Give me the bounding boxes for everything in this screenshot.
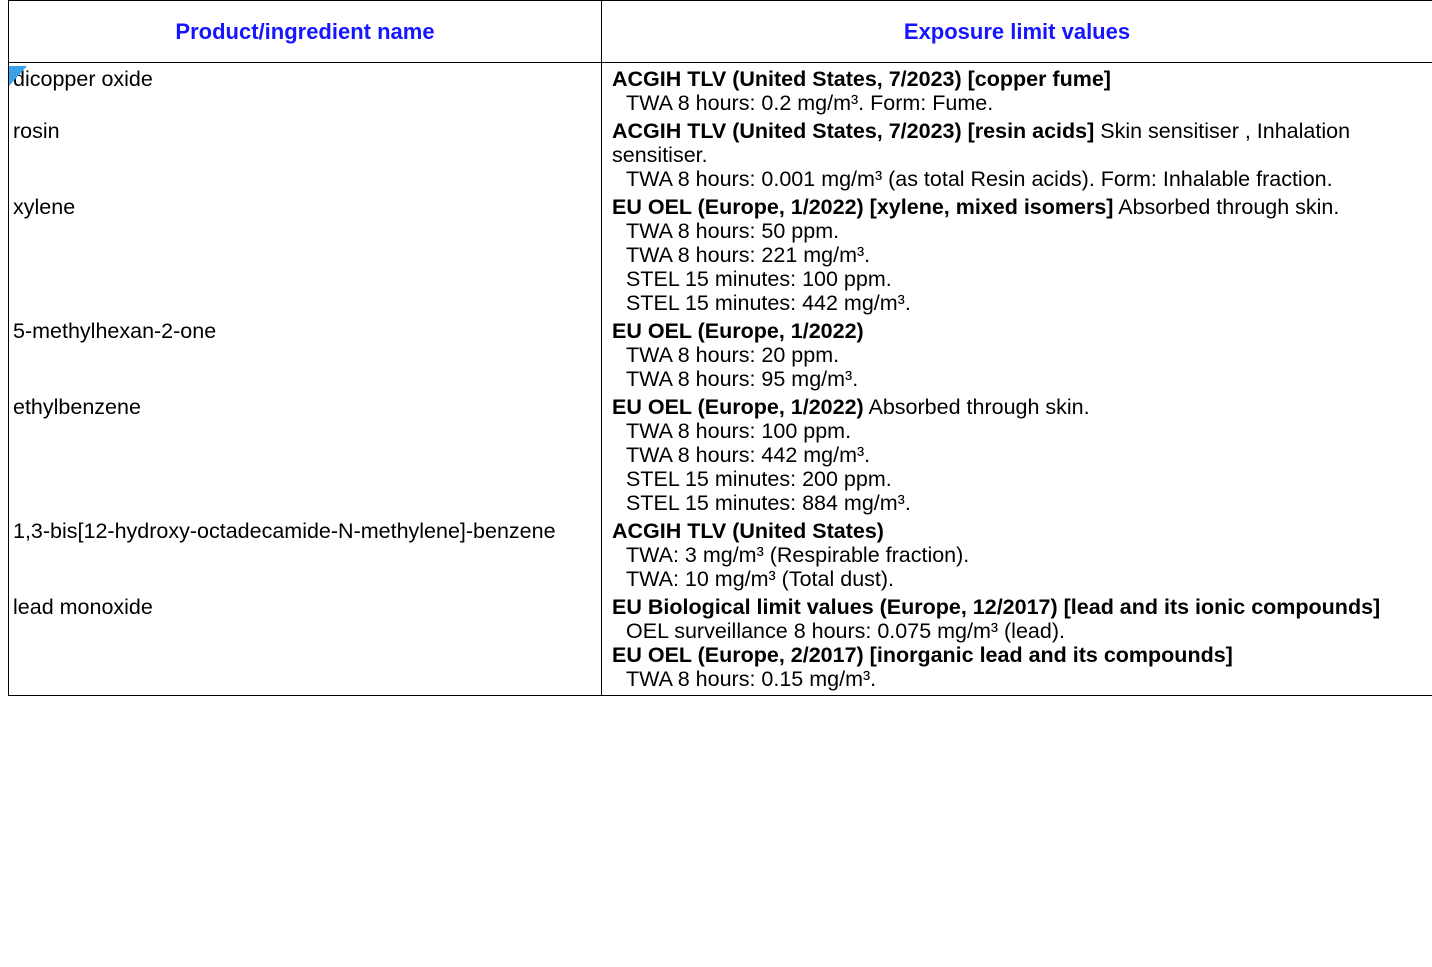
ingredient-name: 5-methylhexan-2-one: [13, 319, 217, 343]
limit-value: TWA 8 hours: 0.15 mg/m³.: [626, 667, 877, 691]
table-row: [9, 391, 1432, 515]
limit-standard: [612, 67, 1426, 91]
table-row: [9, 315, 1432, 391]
limit-standard: [612, 643, 1426, 667]
limit-value: TWA 8 hours: 0.001 mg/m³ (as total Resin acids). Form: Inhalable fraction.: [626, 167, 1333, 191]
limit-standard: [612, 395, 1426, 419]
exposure-limit-cell: [602, 391, 1432, 515]
limit-standard: [612, 595, 1426, 619]
ingredient-name-cell: [9, 391, 602, 515]
limit-value: STEL 15 minutes: 100 ppm.: [626, 267, 892, 291]
standard-note: Absorbed through skin.: [863, 395, 1090, 419]
ingredient-name: ethylbenzene: [13, 395, 141, 419]
standard-name: EU OEL (Europe, 1/2022): [612, 395, 864, 419]
limit-value: TWA 8 hours: 442 mg/m³.: [626, 443, 871, 467]
ingredient-name-cell: [9, 63, 602, 116]
standard-name: EU OEL (Europe, 1/2022): [612, 319, 864, 343]
limit-value: TWA 8 hours: 95 mg/m³.: [626, 367, 859, 391]
limit-value: TWA 8 hours: 50 ppm.: [626, 219, 840, 243]
table-row: [9, 191, 1432, 315]
limit-value: TWA 8 hours: 0.2 mg/m³. Form: Fume.: [626, 91, 994, 115]
exposure-limit-cell: [602, 115, 1432, 191]
limit-value: STEL 15 minutes: 442 mg/m³.: [626, 291, 911, 315]
limit-standard: [612, 519, 1426, 543]
ingredient-name-cell: [9, 315, 602, 391]
ingredient-name-cell: [9, 191, 602, 315]
limit-value: TWA 8 hours: 20 ppm.: [626, 343, 840, 367]
column-header-product-name: Product/ingredient name: [9, 1, 602, 63]
table-row: [9, 63, 1432, 116]
table-row: [9, 591, 1432, 696]
table-header-row: [9, 1, 1432, 63]
exposure-limit-cell: [602, 63, 1432, 116]
limit-value: OEL surveillance 8 hours: 0.075 mg/m³ (lead).: [626, 619, 1065, 643]
table-row: [9, 515, 1432, 591]
ingredient-name: 1,3-bis[12-hydroxy-octadecamide-N-methylene]-benzene: [13, 519, 556, 543]
ingredient-name-cell: [9, 115, 602, 191]
exposure-limits-table: [8, 0, 1432, 696]
standard-name: ACGIH TLV (United States): [612, 519, 884, 543]
comment-flag-icon[interactable]: [9, 66, 27, 86]
limit-value: TWA 8 hours: 100 ppm.: [626, 419, 852, 443]
limit-value: TWA 8 hours: 221 mg/m³.: [626, 243, 871, 267]
limit-value: TWA: 3 mg/m³ (Respirable fraction).: [626, 543, 970, 567]
standard-name: ACGIH TLV (United States, 7/2023) [resin acids]: [612, 119, 1095, 143]
standard-name: EU Biological limit values (Europe, 12/2017) [lead and its ionic compounds]: [612, 595, 1381, 619]
ingredient-name-cell: [9, 515, 602, 591]
ingredient-name: dicopper oxide: [13, 67, 153, 91]
standard-note: Skin sensitiser , Inhalation sensitiser.: [612, 119, 1351, 167]
limit-standard: [612, 319, 1426, 343]
ingredient-name: xylene: [13, 195, 76, 219]
limit-value: TWA: 10 mg/m³ (Total dust).: [626, 567, 895, 591]
limit-value: STEL 15 minutes: 200 ppm.: [626, 467, 892, 491]
limit-value: STEL 15 minutes: 884 mg/m³.: [626, 491, 911, 515]
standard-name: EU OEL (Europe, 2/2017) [inorganic lead and its compounds]: [612, 643, 1233, 667]
limit-standard: [612, 119, 1426, 167]
standard-name: ACGIH TLV (United States, 7/2023) [copper fume]: [612, 67, 1111, 91]
standard-note: Absorbed through skin.: [1113, 195, 1340, 219]
exposure-limit-cell: [602, 315, 1432, 391]
limit-standard: [612, 195, 1426, 219]
exposure-limit-cell: [602, 191, 1432, 315]
ingredient-name-cell: [9, 591, 602, 696]
ingredient-name: rosin: [13, 119, 60, 143]
ingredient-name: lead monoxide: [13, 595, 153, 619]
exposure-limit-cell: [602, 591, 1432, 696]
exposure-limit-cell: [602, 515, 1432, 591]
column-header-exposure-limits: Exposure limit values: [602, 1, 1432, 63]
standard-name: EU OEL (Europe, 1/2022) [xylene, mixed isomers]: [612, 195, 1114, 219]
table-row: [9, 115, 1432, 191]
